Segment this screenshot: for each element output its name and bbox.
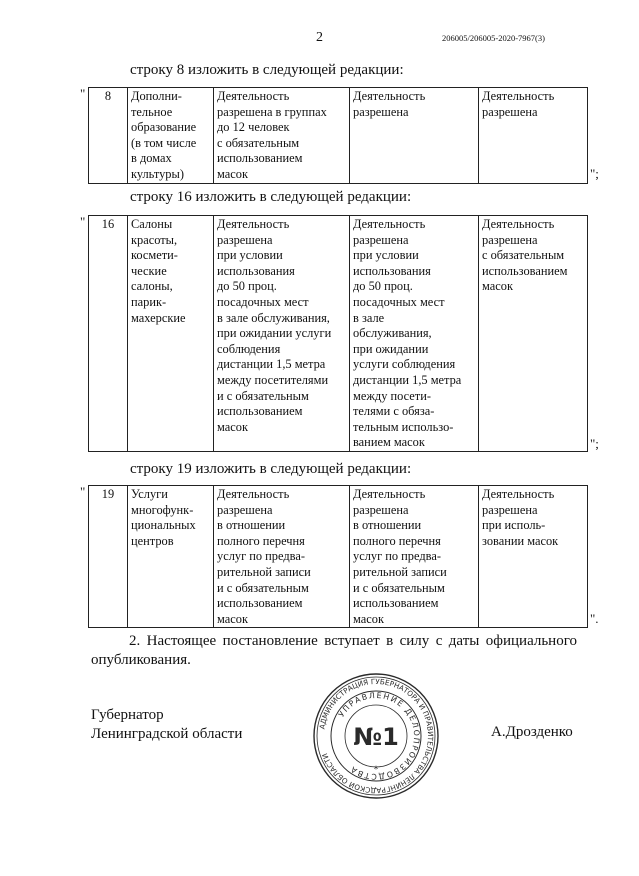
seal-star: * <box>373 765 379 775</box>
signatory-title-line1: Губернатор <box>91 707 164 723</box>
signatory-title <box>91 706 242 744</box>
seal-inner-text: УПРАВЛЕНИЕ ДЕЛОПРОИЗВОДСТВА <box>336 690 422 782</box>
table-cell: Деятельность разрешена в отношении полного перечня услуг по предва- рительной записи и с обязательным использованием масок <box>350 486 479 628</box>
document-id: 206005/206005-2020-7967(3) <box>442 33 545 43</box>
activity-name: Салоны красоты, космети- ческие салоны, парик- махерские <box>128 216 214 452</box>
table-row <box>89 486 588 628</box>
seal-outer-text: АДМИНИСТРАЦИЯ ГУБЕРНАТОРА И ПРАВИТЕЛЬСТВА ЛЕНИНГРАДСКОЙ ОБЛАСТИ <box>317 676 436 796</box>
table-cell: Деятельность разрешена с обязательным использованием масок <box>479 216 588 452</box>
table-cell: Деятельность разрешена <box>350 88 479 184</box>
official-seal-stamp <box>312 672 440 800</box>
open-quote: " <box>80 484 86 499</box>
section-intro-row16: строку 16 изложить в следующей редакции: <box>130 189 412 205</box>
activity-name: Дополни- тельное образование (в том числе в домах культуры) <box>128 88 214 184</box>
table-row8 <box>88 87 588 184</box>
table-cell: Деятельность разрешена <box>479 88 588 184</box>
open-quote: " <box>80 214 86 229</box>
section-intro-row8: строку 8 изложить в следующей редакции: <box>130 62 404 78</box>
table-cell: Деятельность разрешена в группах до 12 человек с обязательным использованием масок <box>214 88 350 184</box>
close-mark: "; <box>590 166 599 181</box>
table-row <box>89 88 588 184</box>
table-row16 <box>88 215 588 452</box>
close-mark: "; <box>590 436 599 451</box>
signatory-title-line2: Ленинградской области <box>91 726 243 742</box>
row-number: 16 <box>89 216 128 452</box>
page-number: 2 <box>316 30 323 45</box>
row-number: 19 <box>89 486 128 628</box>
table-cell: Деятельность разрешена при условии использования до 50 проц. посадочных мест в зале обслуживания, при ожидании услуги соблюдения дистанции 1,5 метра между посети- телями с обяза- тельным использо- ванием масок <box>350 216 479 452</box>
table-cell: Деятельность разрешена при исполь- зовании масок <box>479 486 588 628</box>
table-row <box>89 216 588 452</box>
seal-center-number: №1 <box>353 723 399 751</box>
section-intro-row19: строку 19 изложить в следующей редакции: <box>130 461 412 477</box>
effective-date-paragraph: 2. Настоящее постановление вступает в силу с даты официального опубликования. <box>91 633 577 668</box>
table-cell: Деятельность разрешена при условии использования до 50 проц. посадочных мест в зале обслуживания, при ожидании услуги соблюдения дистанции 1,5 метра между посетителями и с обязательным использованием масок <box>214 216 350 452</box>
row-number: 8 <box>89 88 128 184</box>
table-row19 <box>88 485 588 628</box>
signatory-name: А.Дрозденко <box>491 724 573 740</box>
open-quote: " <box>80 86 86 101</box>
activity-name: Услуги многофунк- циональных центров <box>128 486 214 628</box>
table-cell: Деятельность разрешена в отношении полного перечня услуг по предва- рительной записи и с обязательным использованием масок <box>214 486 350 628</box>
close-mark: ". <box>590 611 599 626</box>
